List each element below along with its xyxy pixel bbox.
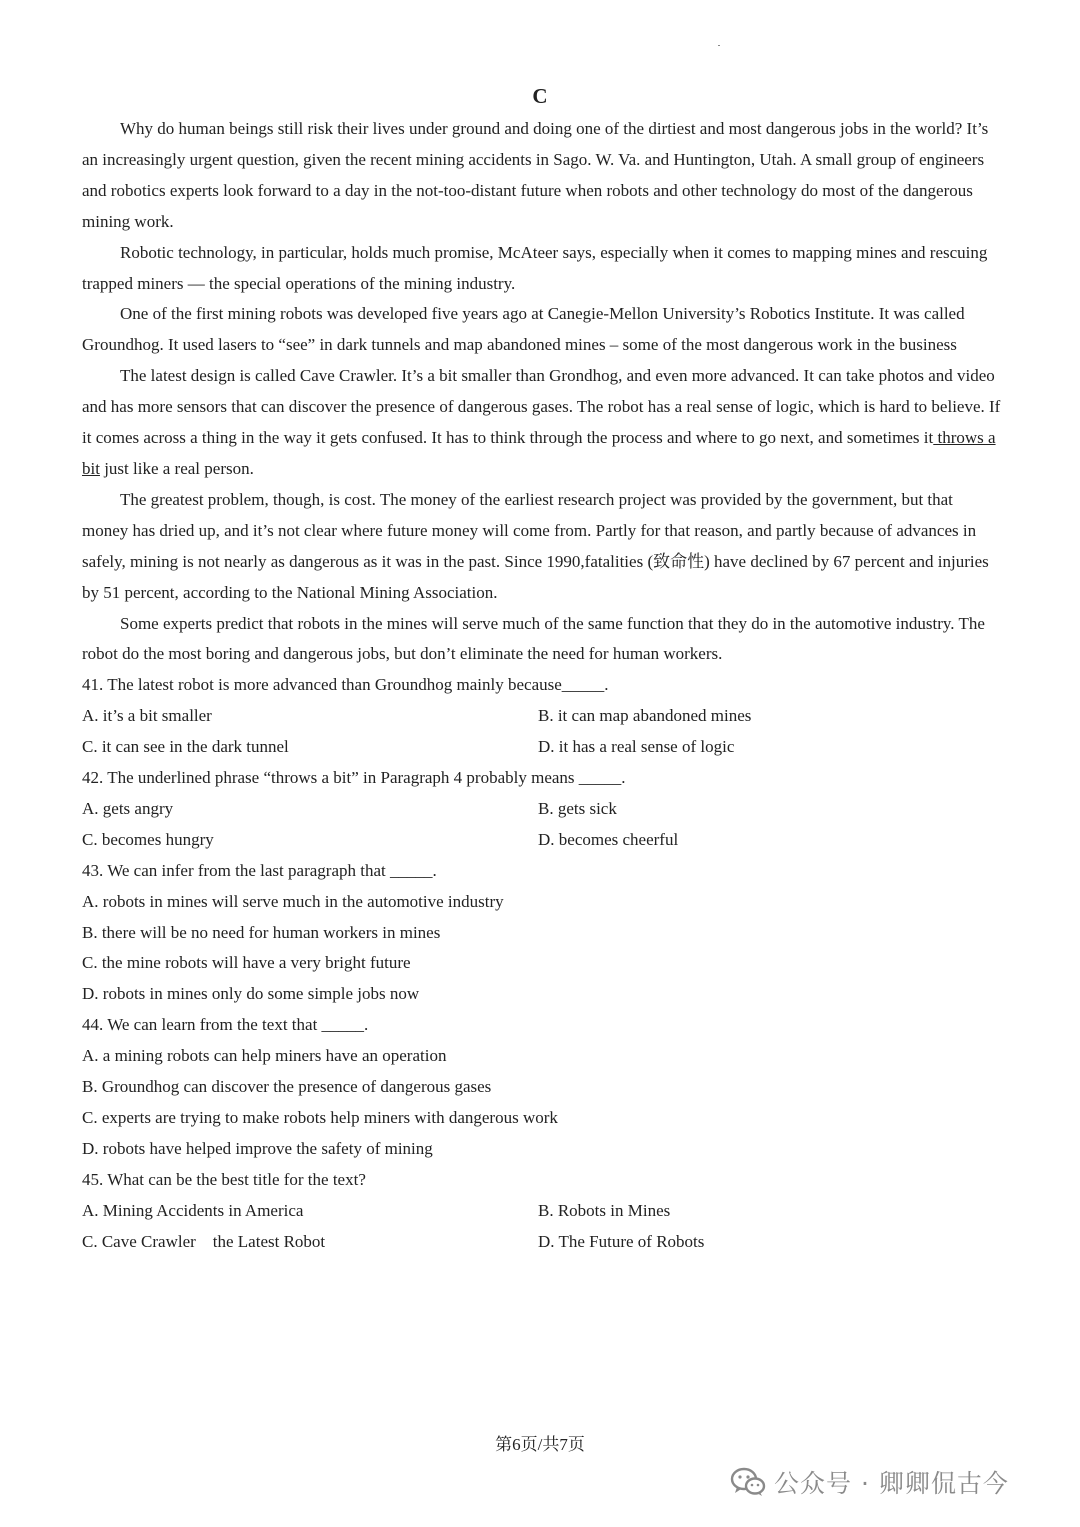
question-43-option-a: A. robots in mines will serve much in the automotive industry — [82, 891, 504, 911]
page-number-footer: 第6页/共7页 — [495, 1435, 585, 1454]
section-title: C — [532, 84, 548, 108]
question-42-options-row-2 — [82, 825, 1002, 856]
paragraph-5: The greatest problem, though, is cost. The money of the earliest research project was provided by the government, but that money has dried up, and it’s not clear where future money will come from. Partly for that reason, and partly because of advances in safely, mining is not nearly as dangerous as it was in the past. Since 1990,fatalities (致命性) have declined by 67 percent and injuries by 51 percent, according to the National Mining Association. — [82, 489, 989, 602]
paragraph-4 — [82, 361, 1002, 485]
wechat-icon — [730, 1467, 766, 1497]
question-45-options-row-1 — [82, 1196, 1002, 1227]
question-42-option-a: A. gets angry — [82, 798, 174, 818]
question-41-option-c: C. it can see in the dark tunnel — [82, 737, 289, 757]
watermark — [730, 1462, 1009, 1502]
question-42-option-d: D. becomes cheerful — [538, 829, 679, 849]
question-44-option-b: B. Groundhog can discover the presence of dangerous gases — [82, 1077, 492, 1097]
question-45-option-a: A. Mining Accidents in America — [82, 1200, 304, 1220]
question-44-option-c: C. experts are trying to make robots help miners with dangerous work — [82, 1108, 558, 1127]
scan-speck — [718, 45, 720, 46]
question-41-options-row-1 — [82, 701, 1002, 732]
paragraph-3: One of the first mining robots was developed five years ago at Canegie-Mellon University’s Robotics Institute. It was called Groundhog. It used lasers to “see” in dark tunnels and map abandoned mines – some of the most dangerous work in the business — [82, 304, 965, 355]
question-45-option-c: C. Cave Crawler the Latest Robot — [82, 1231, 326, 1251]
question-44-option-d: D. robots have helped improve the safety of mining — [82, 1138, 433, 1158]
paragraph-4-text-after: just like a real person. — [99, 458, 254, 478]
paragraph-2: Robotic technology, in particular, holds much promise, McAteer says, especially when it comes to mapping mines and rescuing trapped miners — the special operations of the mining industry. — [82, 242, 988, 293]
question-42-option-b: B. gets sick — [538, 798, 617, 818]
question-45-options-row-2 — [82, 1227, 1002, 1258]
paragraph-4-text-before: The latest design is called Cave Crawler. It’s a bit smaller than Grondhog, and even more advanced. It can take photos and video and has more sensors that can discover the presence of dangerous gases. The robot has a real sense of logic, which is hard to believe. If it comes across a thing in the way it gets confused. It has to think through the process and where to go next, and sometimes it — [82, 366, 1001, 448]
question-44-stem: 44. We can learn from the text that _____. — [82, 1015, 369, 1035]
question-42-options-row-1 — [82, 794, 1002, 825]
question-45-stem: 45. What can be the best title for the text? — [82, 1169, 366, 1189]
paragraph-1: Why do human beings still risk their lives under ground and doing one of the dirtiest and most dangerous jobs in the world? It’s an increasingly urgent question, given the recent mining accidents in Sago. W. Va. and Huntington, Utah. A small group of engineers and robotics experts look forward to a day in the not-too-distant future when robots and other technology do most of the dangerous mining work. — [82, 119, 989, 231]
underlined-phrase: throws a bit — [82, 428, 996, 478]
question-44-option-a: A. a mining robots can help miners have an operation — [82, 1046, 447, 1066]
question-43-option-d: D. robots in mines only do some simple jobs now — [82, 984, 420, 1004]
question-43-option-c: C. the mine robots will have a very bright future — [82, 953, 411, 973]
question-41-option-b: B. it can map abandoned mines — [538, 706, 752, 726]
question-41-stem: 41. The latest robot is more advanced than Groundhog mainly because_____. — [82, 675, 609, 695]
question-41-option-d: D. it has a real sense of logic — [538, 737, 735, 757]
question-41-option-a: A. it’s a bit smaller — [82, 706, 212, 726]
question-43-stem: 43. We can infer from the last paragraph that _____. — [82, 860, 437, 880]
passage-and-questions — [82, 114, 1002, 1258]
question-43-option-b: B. there will be no need for human workers in mines — [82, 922, 441, 942]
question-42-stem: 42. The underlined phrase “throws a bit” in Paragraph 4 probably means _____. — [82, 768, 626, 788]
question-45-option-d: D. The Future of Robots — [538, 1231, 705, 1251]
question-41-options-row-2 — [82, 732, 1002, 763]
question-42-option-c: C. becomes hungry — [82, 829, 214, 849]
watermark-text: 公众号 · 卿卿侃古今 — [774, 1469, 1009, 1498]
paragraph-6: Some experts predict that robots in the mines will serve much of the same function that they do in the automotive industry. The robot do the most boring and dangerous jobs, but don’t eliminate the need for human workers. — [82, 613, 985, 664]
question-45-option-b: B. Robots in Mines — [538, 1200, 671, 1220]
